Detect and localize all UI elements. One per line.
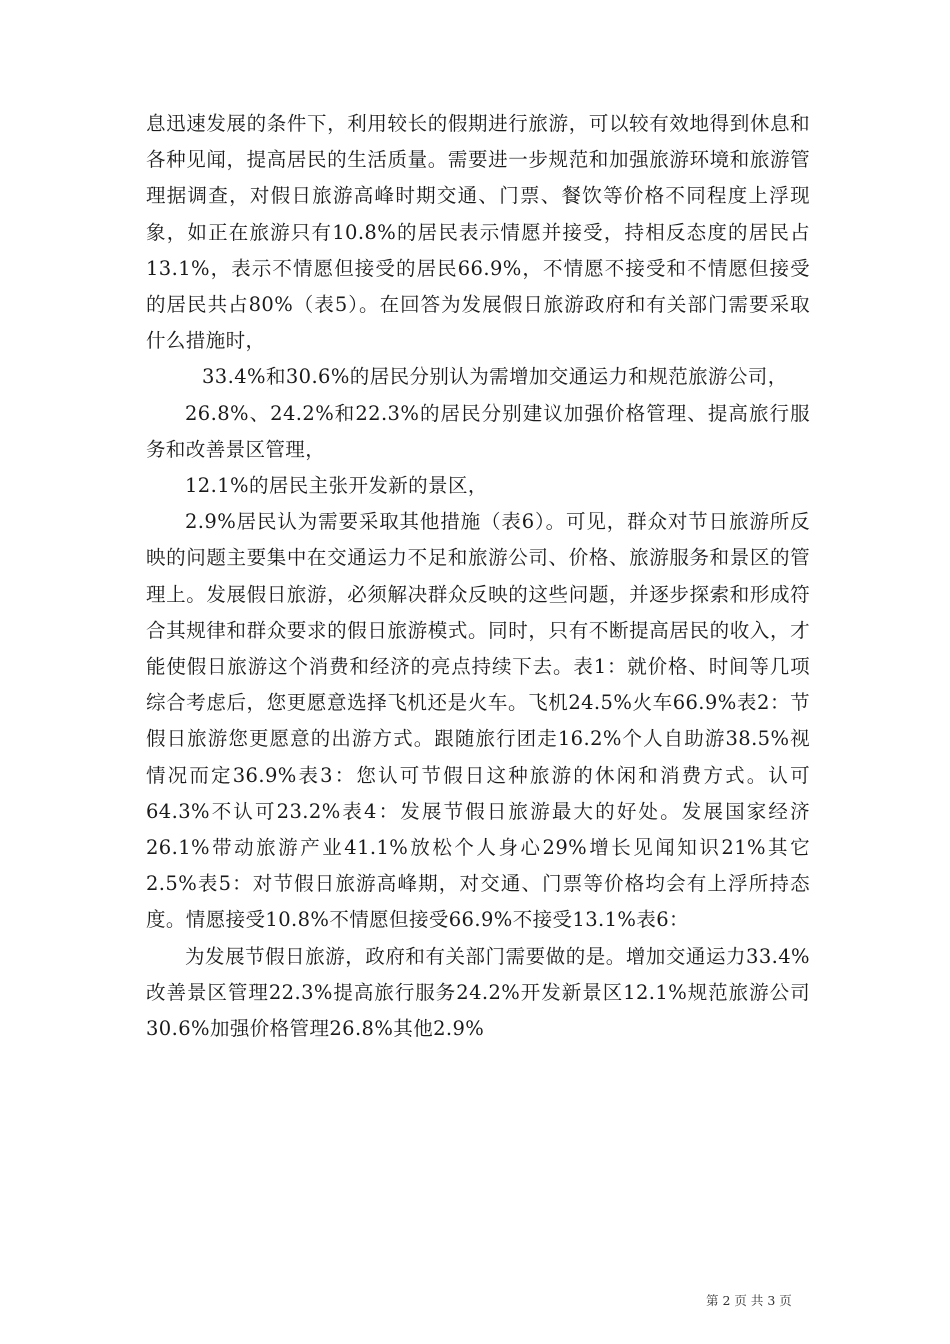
document-body: [146, 106, 810, 1047]
paragraph-transport-measures: 33.4%和30.6%的居民分别认为需增加交通运力和规范旅游公司，: [202, 365, 788, 389]
paragraph-management-measures: 26.8%、24.2%和22.3%的居民分别建议加强价格管理、提高旅行服务和改善景区管理，: [146, 401, 810, 461]
paragraph-new-scenic-areas: 12.1%的居民主张开发新的景区，: [185, 474, 488, 498]
paragraph-other-measures-and-tables: 2.9%居民认为需要采取其他措施（表6）。可见，群众对节日旅游所反映的问题主要集中在交通运力不足和旅游公司、价格、旅游服务和景区的管理上。发展假日旅游，必须解决群众反映的这些问题，并逐步探索和形成符合其规律和群众要求的假日旅游模式。同时，只有不断提高居民的收入，才能使假日旅游这个消费和经济的亮点持续下去。表1：就价格、时间等几项综合考虑后，您更愿意选择飞机还是火车。飞机24.5%火车66.9%表2：节假日旅游您更愿意的出游方式。跟随旅行团走16.2%个人自助游38.5%视情况而定36.9%表3：您认可节假日这种旅游的休闲和消费方式。认可64.3%不认可23.2%表4：发展节假日旅游最大的好处。发展国家经济26.1%带动旅游产业41.1%放松个人身心29%增长见闻知识21%其它2.5%表5：对节假日旅游高峰期，对交通、门票等价格均会有上浮所持态度。情愿接受10.8%不情愿但接受66.9%不接受13.1%表6：: [146, 510, 810, 932]
page-number: 第 2 页 共 3 页: [706, 1293, 792, 1308]
paragraph-survey-intro: 息迅速发展的条件下，利用较长的假期进行旅游，可以较有效地得到休息和各种见闻，提高居民的生活质量。需要进一步规范和加强旅游环境和旅游管理据调查，对假日旅游高峰时期交通、门票、餐饮等价格不同程度上浮现象，如正在旅游只有10.8%的居民表示情愿并接受，持相反态度的居民占13.1%，表示不情愿但接受的居民66.9%，不情愿不接受和不情愿但接受的居民共占80%（表5）。在回答为发展假日旅游政府和有关部门需要采取什么措施时，: [146, 112, 810, 353]
paragraph-table-6: 为发展节假日旅游，政府和有关部门需要做的是。增加交通运力33.4%改善景区管理22.3%提高旅行服务24.2%开发新景区12.1%规范旅游公司30.6%加强价格管理26.8%其他2.9%: [146, 944, 810, 1041]
